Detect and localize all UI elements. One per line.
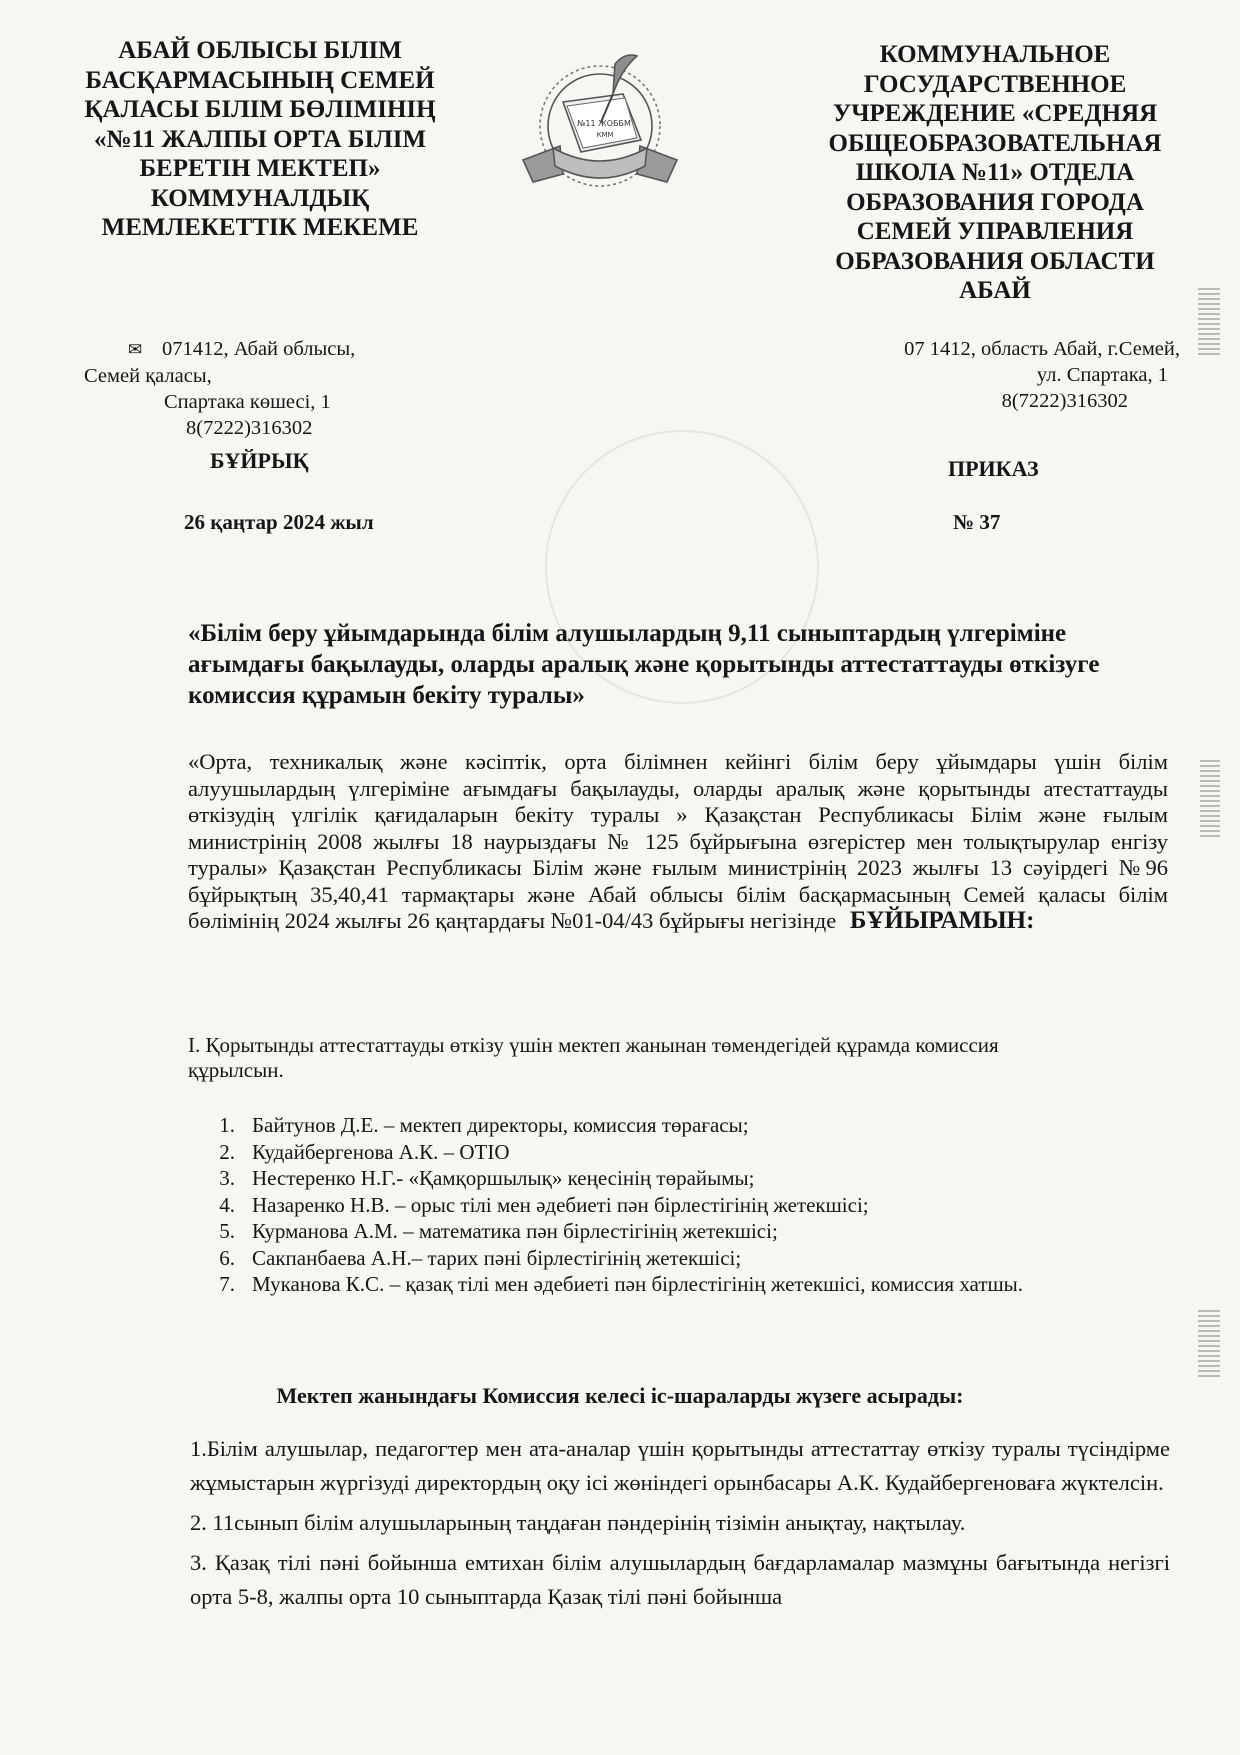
header-line: ГОСУДАРСТВЕННОЕ	[863, 70, 1127, 98]
header-line: СЕМЕЙ УПРАВЛЕНИЯ	[856, 218, 1134, 245]
header-line: БАСҚАРМАСЫНЫҢ СЕМЕЙ	[85, 66, 435, 94]
header-line: КОММУНАЛДЫҚ	[150, 184, 370, 212]
scan-edge-mark	[1198, 1310, 1220, 1380]
address-left-line2: Семей қаласы,	[84, 365, 212, 387]
section1-heading: І. Қорытынды аттестаттауды өткізу үшін мектеп жанынан төмендегідей құрамда комиссия құрылсын.	[188, 1033, 999, 1082]
address-left-phone: 8(7222)316302	[186, 417, 313, 439]
header-line: БЕРЕТІН МЕКТЕП»	[139, 155, 381, 182]
mail-icon: ✉	[128, 340, 143, 359]
list-item-text: Курманова А.М. – математика пән бірлестігінің жетекшісі;	[252, 1219, 778, 1243]
header-line: КОММУНАЛЬНОЕ	[879, 41, 1111, 68]
list-item-text: Байтунов Д.Е. – мектеп директоры, комиссия төрағасы;	[252, 1113, 749, 1137]
address-right-line2: ул. Спартака, 1	[1036, 364, 1168, 386]
header-right-ru	[800, 40, 1190, 306]
header-line: ШКОЛА №11» ОТДЕЛА	[855, 159, 1135, 186]
list-item	[205, 1271, 1125, 1298]
list-item	[205, 1139, 1125, 1166]
list-item-number: 1.	[219, 1113, 235, 1137]
task-paragraph: 2. 11сынып білім алушыларының таңдаған пәндерінің тізімін анықтау, нақтылау.	[190, 1510, 966, 1535]
header-line: ОБЩЕОБРАЗОВАТЕЛЬНАЯ	[828, 129, 1162, 157]
scan-edge-mark	[1198, 288, 1220, 358]
commission-heading: Мектеп жанындағы Комиссия келесі іс-шараларды жүзеге асырады:	[276, 1383, 964, 1408]
order-number: № 37	[953, 510, 1001, 534]
scan-edge-mark	[1200, 760, 1220, 840]
header-line: УЧРЕЖДЕНИЕ «СРЕДНЯЯ	[832, 100, 1158, 127]
logo-text-line1: №11 ЖОББМ	[577, 119, 631, 128]
doc-label-ru: ПРИКАЗ	[948, 456, 1039, 481]
list-item-text: Назаренко Н.В. – орыс тілі мен әдебиеті пән бірлестігінің жетекшісі;	[252, 1192, 869, 1217]
list-item-number: 4.	[219, 1192, 235, 1217]
header-line: ОБРАЗОВАНИЯ ОБЛАСТИ	[835, 247, 1155, 275]
list-item	[205, 1245, 1125, 1272]
address-right-line1: 07 1412, область Абай, г.Семей,	[904, 338, 1180, 360]
list-item-number: 3.	[219, 1166, 235, 1190]
list-item-number: 5.	[219, 1219, 235, 1243]
list-item	[205, 1112, 1125, 1139]
order-date: 26 қаңтар 2024 жыл	[184, 510, 374, 534]
address-left-line1: ✉ 071412, Абай облысы,	[84, 336, 484, 363]
address-right	[760, 336, 1180, 414]
logo-text-line2: КММ	[596, 131, 614, 139]
tasks-block	[190, 1432, 1170, 1614]
list-item-text: Муканова К.С. – қазақ тілі мен әдебиеті пән бірлестігінің жетекшісі, комиссия хатшы.	[252, 1272, 1024, 1296]
list-item	[205, 1192, 1125, 1219]
list-item-text: Нестеренко Н.Г.- «Қамқоршылық» кеңесінің төрайымы;	[252, 1166, 755, 1190]
list-item	[205, 1165, 1125, 1192]
address-right-phone: 8(7222)316302	[1001, 390, 1128, 412]
commission-members-list	[205, 1112, 1125, 1298]
address-left-line3: Спартака көшесі, 1	[164, 391, 331, 413]
address-left	[84, 336, 484, 441]
header-line: АБАЙ	[959, 277, 1031, 304]
preamble	[188, 749, 1168, 935]
list-item-number: 7.	[219, 1272, 235, 1296]
header-line: АБАЙ ОБЛЫСЫ БІЛІМ	[118, 37, 402, 64]
task-paragraph: 1.Білім алушылар, педагогтер мен ата-аналар үшін қорытынды аттестаттау өткізу туралы түсіндірме жұмыстарын жүргізуді директордың оқу ісі жөніндегі орынбасары А.К. Кудайбергеноваға жүктелсін.	[190, 1436, 1170, 1495]
list-item	[205, 1218, 1125, 1245]
task-paragraph: 3. Қазақ тілі пәні бойынша емтихан білім алушылардың бағдарламалар мазмұны бағытында негізгі орта 5-8, жалпы орта 10 сыныптарда Қазақ тілі пәні бойынша	[190, 1550, 1170, 1609]
list-item-text: Кудайбергенова А.К. – ОТІО	[252, 1139, 510, 1164]
header-line: ҚАЛАСЫ БІЛІМ БӨЛІМІНІҢ	[84, 96, 436, 123]
header-line: ОБРАЗОВАНИЯ ГОРОДА	[846, 188, 1144, 216]
header-line: МЕМЛЕКЕТТІК МЕКЕМЕ	[101, 214, 419, 241]
list-item-number: 2.	[219, 1139, 235, 1164]
school-logo	[505, 42, 695, 207]
preamble-text: «Орта, техникалық және кәсіптік, орта білімнен кейінгі білім беру ұйымдары үшін білім алуушылардың үлгеріміне ағымдағы бақылауды, оларды аралық және қорытынды атестаттауды өткізудің үлгілік қағидаларын бекіту туралы » Қазақстан Республикасы Білім және ғылым министрінің 2008 жылғы 18 наурыздағы № 125 бұйрығына өзгерістер мен толықтырулар енгізу туралы» Қазақстан Республикасы Білім және ғылым министрінің 2023 жылғы 13 сәуірдегі №96 бұйрықтың 35,40,41 тармақтары және Абай облысы білім басқармасының Семей қаласы білім бөлімінің 2024 жылғы 26 қаңтардағы №01-04/43 бұйрығы негізінде	[188, 749, 1168, 933]
logo-emblem-icon	[505, 42, 695, 207]
header-left-kz	[70, 36, 450, 243]
list-item-number: 6.	[219, 1245, 235, 1270]
list-item-text: Сакпанбаева А.Н.– тарих пәні бірлестігінің жетекшісі;	[252, 1245, 742, 1270]
order-title: «Білім беру ұйымдарында білім алушылардың 9,11 сыныптардың үлгеріміне ағымдағы бақылауды, оларды аралық және қорытынды аттестаттауды өткізуге комиссия құрамын бекіту туралы»	[188, 620, 1100, 709]
doc-label-kz: БҰЙРЫҚ	[210, 448, 309, 473]
header-line: «№11 ЖАЛПЫ ОРТА БІЛІМ	[93, 125, 427, 153]
preamble-order-word: БҰЙЫРАМЫН:	[849, 907, 1035, 934]
